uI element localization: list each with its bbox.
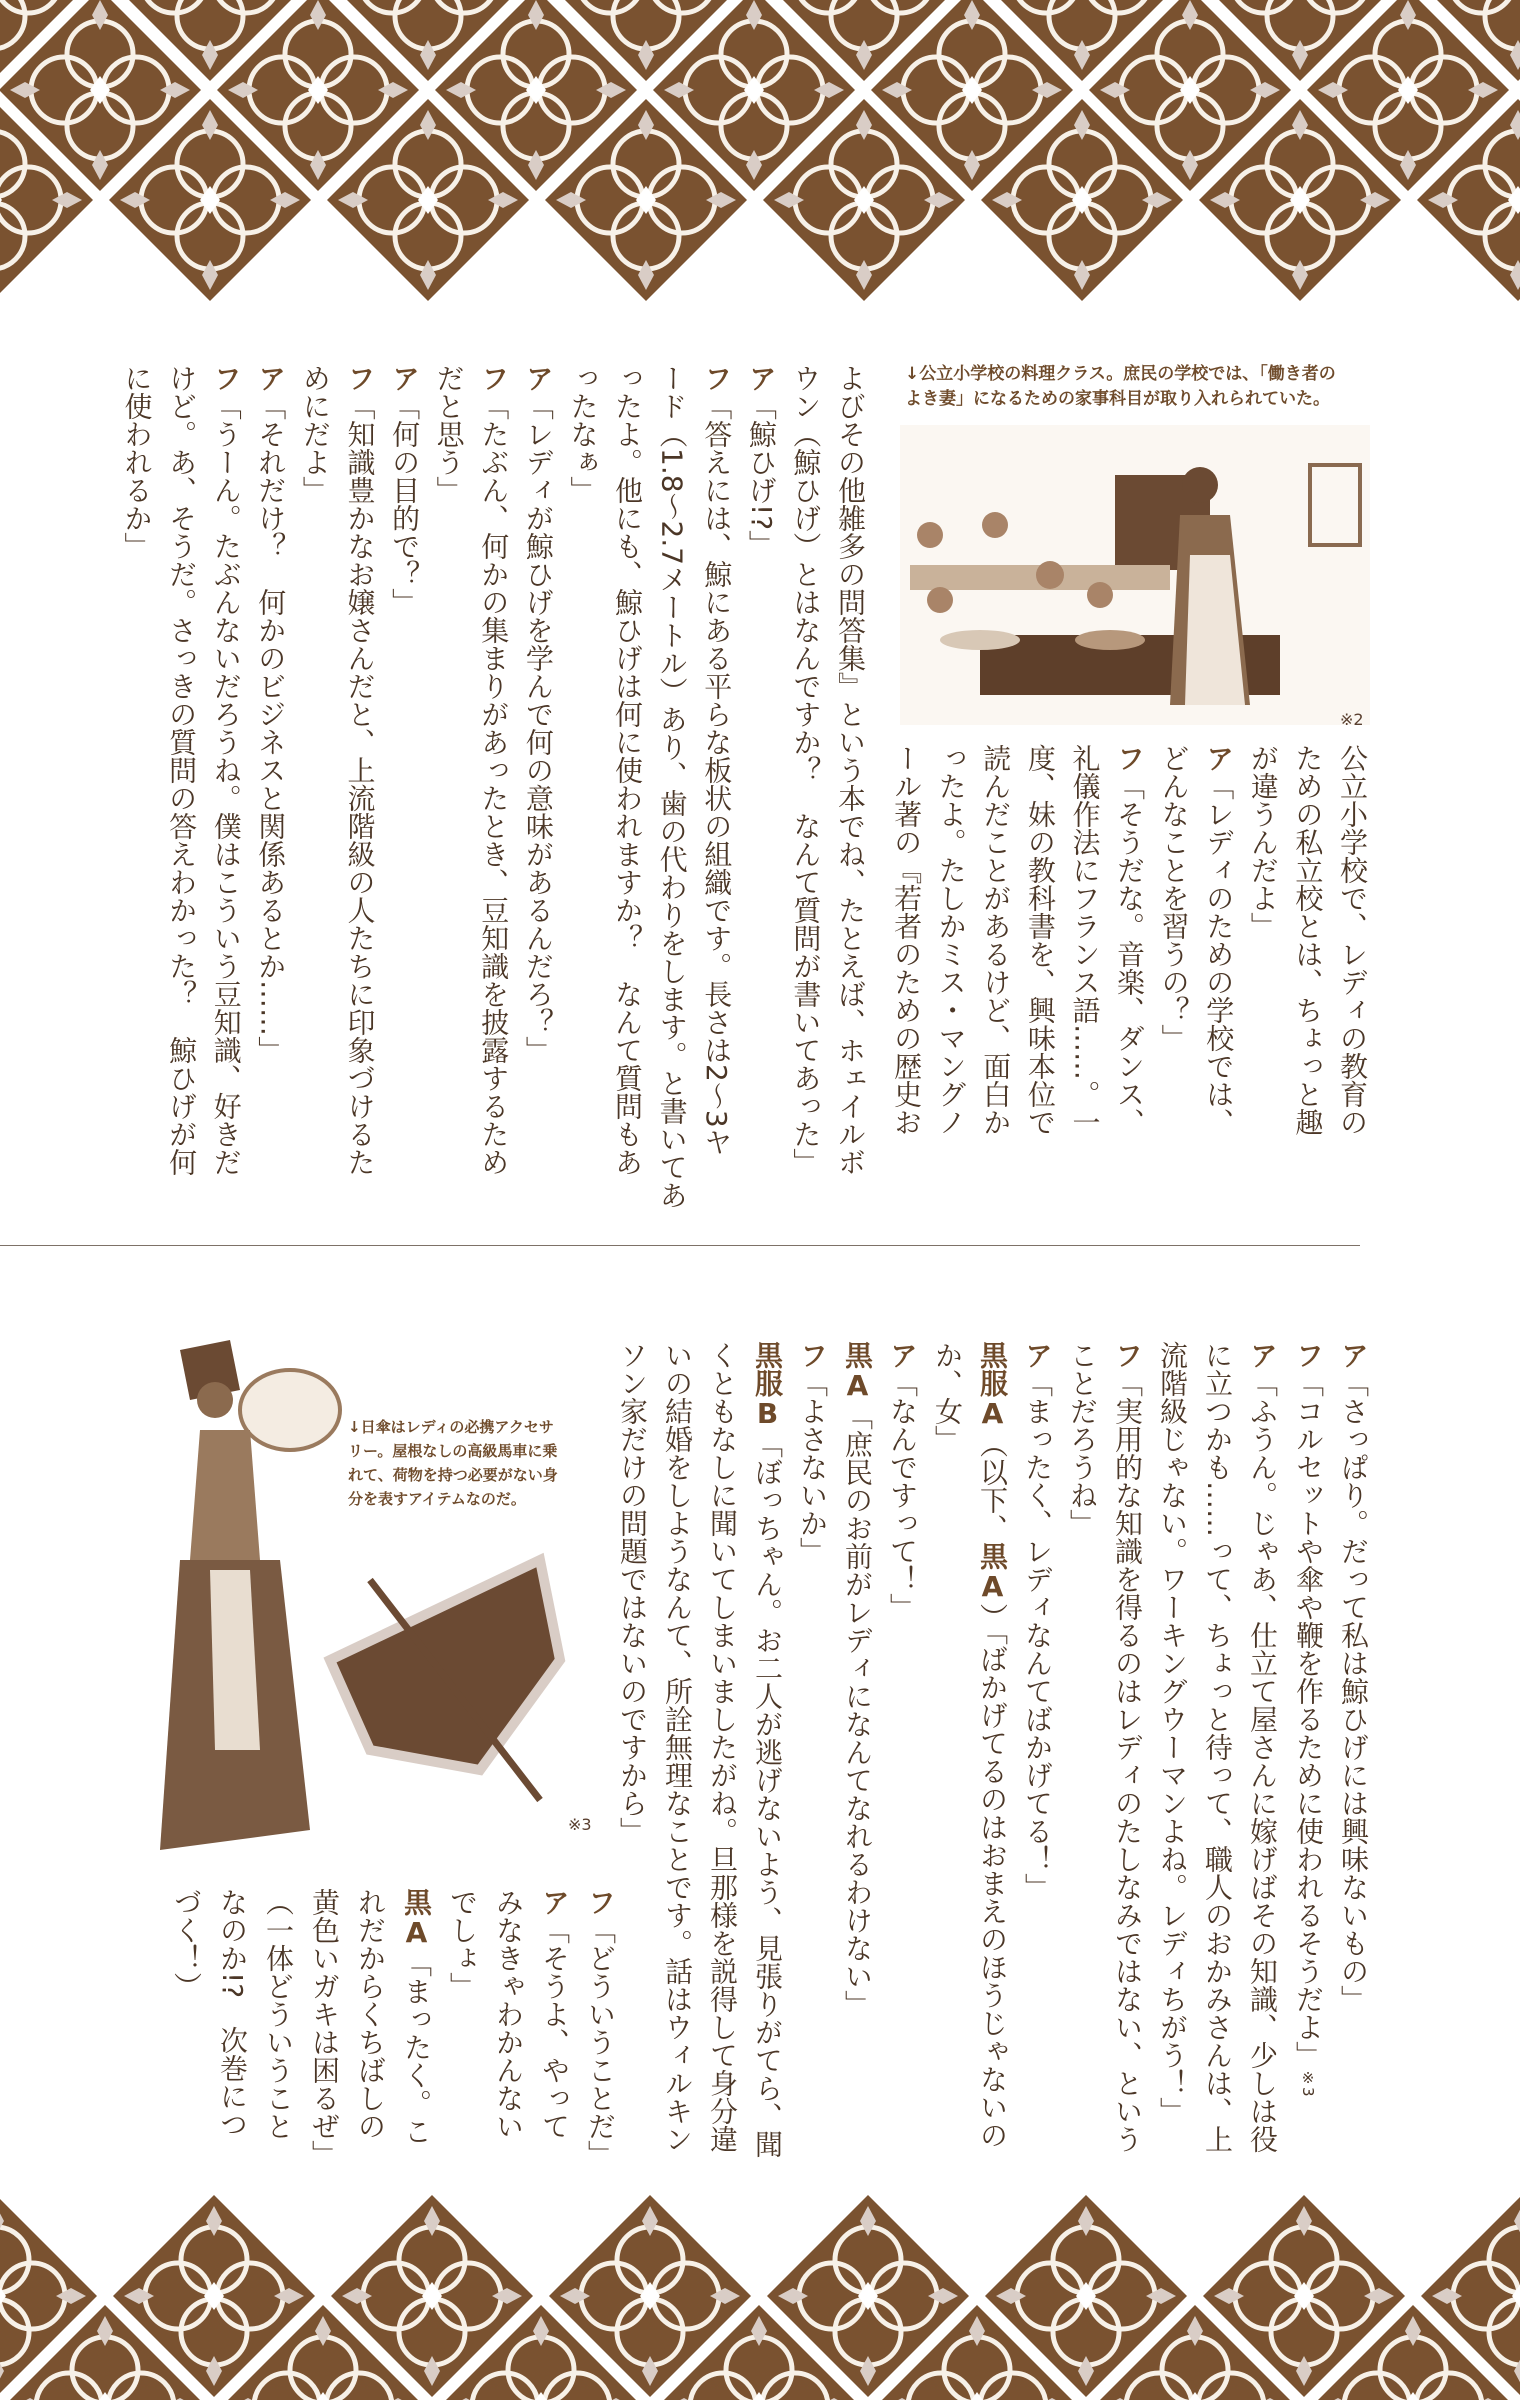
dialogue-text: 「答えには、鯨にある平らな板状の組織です。長さは2〜3ヤ xyxy=(700,392,734,1156)
speaker-label: フ xyxy=(700,364,734,392)
text-column xyxy=(1196,744,1241,1164)
dialogue-text: だと思う」 xyxy=(432,364,466,504)
bottom-right-text-block xyxy=(610,1341,1376,2171)
top-figure-caption xyxy=(905,362,1336,412)
dialogue-text: ード（1.8〜2.7メートル）あり、歯の代わりをします。と書いてあ xyxy=(655,364,689,1210)
dialogue-text: いの結婚をしようなんて、所詮無理なことです。話はウィルキン xyxy=(661,1341,694,2153)
speaker-label: ア xyxy=(388,364,422,392)
text-column xyxy=(1151,744,1196,1164)
dialogue-text: ったよ。たしかミス・マングノ xyxy=(934,744,968,1136)
dialogue-text: 「ふうん。じゃあ、仕立て屋さんに嫁げばその知識、少しは役 xyxy=(1246,1369,1279,2153)
text-column xyxy=(439,1888,485,2188)
caption-line: れて、荷物を持つ必要がない身 xyxy=(348,1466,558,1484)
text-column xyxy=(209,1888,255,2188)
speaker-label: ア xyxy=(1337,1341,1370,1369)
speaker-label: 黒A xyxy=(400,1888,433,1949)
text-column xyxy=(159,364,204,1174)
text-column xyxy=(337,364,382,1174)
dialogue-text: ことだろうね」 xyxy=(1066,1341,1099,1537)
dialogue-text: けど。あ、そうだ。さっきの質問の答えわかった？ 鯨ひげが何 xyxy=(165,364,199,1176)
speaker-label: 黒服A xyxy=(976,1341,1009,1430)
dialogue-text: どんなことを習うの？」 xyxy=(1157,744,1191,1052)
bottom-left-text-block xyxy=(163,1888,623,2188)
top-right-text-block xyxy=(883,744,1374,1164)
text-column xyxy=(203,364,248,1174)
dialogue-text: 礼儀作法にフランス語……。一 xyxy=(1068,744,1102,1136)
speaker-label: ア xyxy=(1021,1341,1054,1369)
dialogue-text: ための私立校とは、ちょっと趣 xyxy=(1291,744,1325,1136)
dialogue-text: 「ぼっちゃん。お二人が逃げないよう、見張りがてら、聞 xyxy=(751,1430,784,2158)
text-column xyxy=(1331,1341,1376,2171)
dialogue-text: めにだよ」 xyxy=(298,364,332,504)
text-column xyxy=(1062,744,1107,1164)
text-column xyxy=(694,364,739,1174)
dialogue-text: よびその他雑多の問答集』という本でね、たとえば、ホェイルボ xyxy=(834,364,867,1176)
text-column xyxy=(347,1888,393,2188)
dialogue-text: か、女」 xyxy=(931,1341,964,1453)
dialogue-text: 「まったく、レディなんてばかげてる！」 xyxy=(1021,1369,1054,1901)
text-column xyxy=(393,1888,439,2188)
text-column xyxy=(485,1888,531,2188)
text-column xyxy=(835,1341,880,2171)
text-column xyxy=(928,744,973,1164)
dialogue-text: （以下、 xyxy=(976,1430,1009,1542)
text-column xyxy=(700,1341,745,2171)
text-column xyxy=(1105,1341,1150,2171)
text-column xyxy=(790,1341,835,2171)
text-column xyxy=(114,364,159,1174)
dialogue-text: 「それだけ？ 何かのビジネスと関係あるとか……」 xyxy=(254,392,288,1064)
dialogue-text: が違うんだよ」 xyxy=(1246,744,1280,940)
dialogue-text: ウン（鯨ひげ）とはなんですか？ なんて質問が書いてあった」 xyxy=(789,364,823,1176)
dialogue-text: 「さっぱり。だって私は鯨ひげには興味ないもの」 xyxy=(1337,1369,1370,2013)
dialogue-text: くともなしに聞いてしまいましたがね。旦那様を説得して身分違 xyxy=(706,1341,739,2153)
text-column xyxy=(649,364,694,1210)
speaker-label: ア xyxy=(744,364,778,392)
text-column xyxy=(163,1888,209,2188)
text-column xyxy=(827,364,872,1174)
dialogue-text: 「レディのための学校では、 xyxy=(1202,772,1236,1136)
dialogue-text: れだからくちばしの xyxy=(354,1888,387,2140)
speaker-label: フ xyxy=(1111,1341,1144,1369)
speaker-label: ア xyxy=(521,364,555,392)
cooking-class-illustration xyxy=(900,425,1370,725)
top-ornamental-border xyxy=(0,0,1520,310)
text-column xyxy=(1240,744,1285,1164)
dialogue-text: 読んだことがあるけど、面白か xyxy=(979,744,1013,1136)
text-column xyxy=(577,1888,623,2188)
text-column xyxy=(970,1341,1015,2171)
dialogue-text: 「よさないか」 xyxy=(796,1369,829,1565)
text-column xyxy=(515,364,560,1174)
speaker-label: フ xyxy=(1113,744,1147,772)
text-column xyxy=(883,744,928,1164)
text-column xyxy=(1015,1341,1060,2171)
caption-line: 分を表すアイテムなのだ。 xyxy=(348,1490,526,1508)
text-column xyxy=(255,1888,301,2188)
text-column xyxy=(1240,1341,1285,2171)
text-column xyxy=(880,1341,925,2171)
text-column xyxy=(925,1341,970,2171)
speaker-label: ア xyxy=(254,364,288,392)
text-column xyxy=(426,364,471,1174)
dialogue-text: 「知識豊かなお嬢さんだと、上流階級の人たちに印象づけるた xyxy=(343,392,377,1176)
speaker-label: フ xyxy=(796,1341,829,1369)
bottom-figure-caption xyxy=(348,1415,558,1511)
top-figure-credit: ※2 xyxy=(1340,710,1364,729)
text-column xyxy=(1060,1341,1105,2171)
dialogue-text: 「そうよ、やって xyxy=(538,1916,571,2140)
dialogue-text: 「どういうことだ」 xyxy=(584,1916,617,2168)
dialogue-text: 「うーん。たぶんないだろうね。僕はこういう豆知識、好きだ xyxy=(209,392,243,1176)
text-column xyxy=(604,364,649,1174)
text-column xyxy=(655,1341,700,2171)
dialogue-text: づく！） xyxy=(170,1888,203,2000)
dialogue-text: 「庶民のお前がレディになんてなれるわけない」 xyxy=(841,1402,874,2018)
lady-and-parasol-illustration xyxy=(140,1330,600,1870)
dialogue-text: ール著の『若者のための歴史お xyxy=(890,744,924,1136)
dialogue-text: 「たぶん、何かの集まりがあったとき、豆知識を披露するため xyxy=(477,392,511,1176)
text-column xyxy=(1150,1341,1195,2171)
text-column xyxy=(248,364,293,1174)
dialogue-text: みなきゃわかんない xyxy=(492,1888,525,2140)
dialogue-text: に立つかも……って、ちょっと待って、職人のおかみさんは、上 xyxy=(1201,1341,1234,2153)
text-column xyxy=(301,1888,347,2188)
text-column xyxy=(531,1888,577,2188)
speaker-label: ア xyxy=(1202,744,1236,772)
dialogue-text: 度、妹の教科書を、興味本位で xyxy=(1023,744,1057,1136)
dialogue-text: 「鯨ひげ!?」 xyxy=(744,392,778,559)
dialogue-text: ソン家だけの問題ではないのですから」 xyxy=(616,1341,649,1845)
dialogue-text: ったよ。他にも、鯨ひげは何に使われますか？ なんて質問もあ xyxy=(611,364,645,1176)
dialogue-text: 「何の目的で？」 xyxy=(388,392,422,616)
caption-line: ↓日傘はレディの必携アクセサ xyxy=(348,1418,554,1436)
text-column xyxy=(1106,744,1151,1164)
text-column xyxy=(783,364,828,1174)
speaker-label: ア xyxy=(886,1341,919,1369)
dialogue-text: （一体どういうこと xyxy=(262,1888,295,2140)
text-column xyxy=(738,364,783,1174)
dialogue-text: 黄色いガキは困るぜ」 xyxy=(308,1888,341,2168)
text-column xyxy=(1285,1341,1331,2171)
speaker-label: フ xyxy=(477,364,511,392)
text-column xyxy=(1285,744,1330,1164)
text-column xyxy=(745,1341,790,2171)
dialogue-text: なのか!? 次巻につ xyxy=(216,1888,249,2139)
speaker-label: ア xyxy=(1246,1341,1279,1369)
speaker-label: 黒服B xyxy=(751,1341,784,1430)
speaker-label: フ xyxy=(343,364,377,392)
caption-line: よき妻」になるための家事科目が取り入れられていた。 xyxy=(905,389,1330,409)
text-column xyxy=(381,364,426,1174)
text-column xyxy=(973,744,1018,1164)
bottom-ornamental-border xyxy=(0,2190,1520,2400)
text-column xyxy=(292,364,337,1174)
dialogue-text: に使われるか」 xyxy=(120,364,154,560)
section-divider xyxy=(0,1245,1360,1246)
bottom-figure-credit: ※3 xyxy=(568,1815,592,1834)
caption-line: ↓公立小学校の料理クラス。庶民の学校では、「働き者の xyxy=(905,364,1336,384)
speaker-label: 黒A xyxy=(976,1542,1009,1603)
dialogue-text: 「コルセットや傘や鞭を作るために使われるそうだよ」 xyxy=(1292,1369,1325,2069)
dialogue-text: 流階級じゃない。ワーキングウーマンよね。レディちがう！」 xyxy=(1156,1341,1189,2125)
dialogue-text: ）「ばかげてるのはおまえのほうじゃないの xyxy=(976,1603,1009,2149)
text-column xyxy=(1195,1341,1240,2171)
speaker-label: 黒A xyxy=(841,1341,874,1402)
text-column xyxy=(1017,744,1062,1164)
speaker-label: ア xyxy=(538,1888,571,1916)
dialogue-text: 「まったく。こ xyxy=(400,1949,433,2145)
text-column xyxy=(1329,744,1374,1164)
caption-line: リー。屋根なしの高級馬車に乗 xyxy=(348,1442,558,1460)
speaker-label: フ xyxy=(584,1888,617,1916)
speaker-label: フ xyxy=(1292,1341,1325,1369)
dialogue-text: 公立小学校で、レディの教育の xyxy=(1336,744,1369,1136)
dialogue-text: 「なんですって！」 xyxy=(886,1369,919,1621)
text-column xyxy=(471,364,516,1174)
dialogue-text: でしょ」 xyxy=(446,1888,479,2000)
speaker-label: フ xyxy=(209,364,243,392)
dialogue-text: ったなぁ」 xyxy=(566,364,600,504)
dialogue-text: 「レディが鯨ひげを学んで何の意味があるんだろ？」 xyxy=(521,392,555,1064)
dialogue-text: 「実用的な知識を得るのはレディのたしなみではない、という xyxy=(1111,1369,1144,2153)
text-column xyxy=(560,364,605,1174)
dialogue-text: 「そうだな。音楽、ダンス、 xyxy=(1113,772,1147,1136)
footnote-marker: ※3 xyxy=(1299,2069,1317,2097)
top-left-text-block xyxy=(114,364,872,1210)
